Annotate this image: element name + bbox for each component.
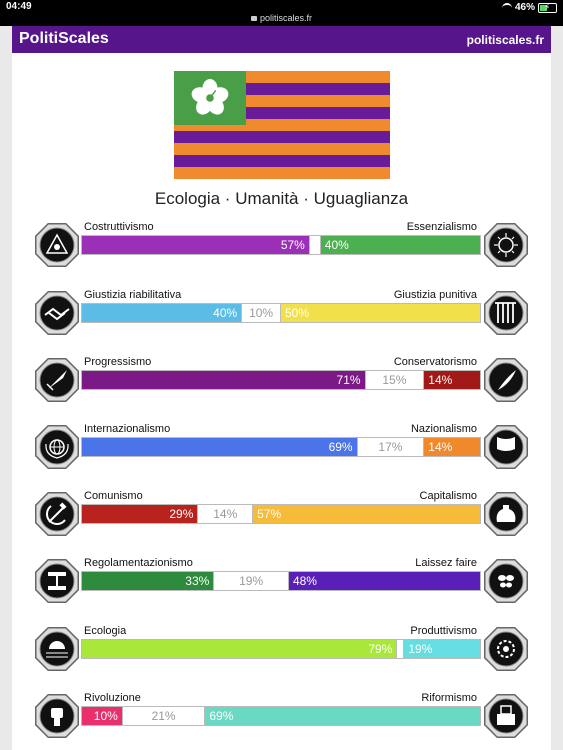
- axis-row: [33, 625, 530, 675]
- axis-left-label: Regolamentazionismo: [84, 557, 193, 569]
- axis-neutral-segment: 14%: [197, 505, 253, 523]
- axis-right-label: Capitalismo: [419, 490, 477, 502]
- factory-gear-icon: [482, 625, 530, 673]
- axis-neutral-segment: [309, 236, 321, 254]
- axis-left-segment: 71%: [82, 371, 365, 389]
- axis-left-segment: 33%: [82, 572, 213, 590]
- quill-icon: [482, 356, 530, 404]
- axis-neutral-segment: 10%: [241, 304, 281, 322]
- status-right: [502, 2, 557, 13]
- butterflies-icon: [482, 557, 530, 605]
- axis-right-segment: 14%: [424, 371, 480, 389]
- axis-row: [33, 356, 530, 406]
- axis-bar: [81, 235, 481, 255]
- prison-bars-icon: [482, 289, 530, 337]
- axis-left-segment: 69%: [82, 438, 357, 456]
- sunrise-field-icon: [33, 625, 81, 673]
- flag-stripe: [174, 155, 390, 167]
- axis-neutral-segment: 15%: [365, 371, 425, 389]
- axis-bar: [81, 571, 481, 591]
- axis-bar: [81, 370, 481, 390]
- slogan: Ecologia · Umanità · Uguaglianza: [154, 189, 409, 208]
- axis-right-segment: 14%: [424, 438, 480, 456]
- hammer-sickle-icon: [33, 490, 81, 538]
- axis-bar: [81, 437, 481, 457]
- axis-bar: [81, 639, 481, 659]
- axis-right-segment: 69%: [205, 707, 480, 725]
- axis-row: [33, 557, 530, 607]
- axis-left-segment: 79%: [82, 640, 396, 658]
- axis-right-segment: 48%: [289, 572, 480, 590]
- axis-left-segment: 10%: [82, 707, 122, 725]
- flag-stripe: [174, 131, 390, 143]
- axis-neutral-segment: 21%: [122, 707, 206, 725]
- axis-left-segment: 40%: [82, 304, 241, 322]
- battery-percent: 46%: [514, 2, 535, 13]
- hibiscus-flower-icon: [191, 79, 229, 117]
- globe-wreath-icon: [33, 423, 81, 471]
- axis-left-label: Costruttivismo: [84, 221, 154, 233]
- axis-row: [33, 423, 530, 473]
- axis-right-label: Laissez faire: [415, 557, 477, 569]
- axis-right-label: Nazionalismo: [410, 423, 477, 435]
- axis-right-label: Produttivismo: [410, 625, 477, 637]
- axis-left-label: Rivoluzione: [84, 692, 141, 704]
- status-time: 04:49: [6, 1, 32, 12]
- flag-stripe: [174, 143, 390, 155]
- address-bar[interactable]: [0, 13, 563, 23]
- axis-left-label: Ecologia: [84, 625, 127, 637]
- axis-right-segment: 57%: [253, 505, 480, 523]
- clamp-icon: [33, 557, 81, 605]
- axis-bar: [81, 504, 481, 524]
- address-url: politiscales.fr: [259, 13, 313, 23]
- axis-right-segment: 19%: [404, 640, 480, 658]
- axis-right-label: Essenzialismo: [406, 221, 477, 233]
- axis-right-segment: 50%: [281, 304, 480, 322]
- axis-row: [33, 221, 530, 271]
- eye-pyramid-icon: [33, 221, 81, 269]
- axis-neutral-segment: [396, 640, 404, 658]
- fist-icon: [33, 692, 81, 740]
- axis-left-label: Internazionalismo: [84, 423, 171, 435]
- axis-bar: [81, 706, 481, 726]
- axis-bar: [81, 303, 481, 323]
- site-link[interactable]: politiscales.fr: [466, 33, 544, 47]
- axis-left-label: Progressismo: [84, 356, 152, 368]
- axis-left-segment: 57%: [82, 236, 309, 254]
- axis-left-segment: 29%: [82, 505, 197, 523]
- result-flag: [174, 71, 390, 179]
- status-bar: [0, 0, 563, 26]
- flag-stripe: [174, 167, 390, 179]
- waving-flag-icon: [482, 423, 530, 471]
- axis-right-label: Riformismo: [421, 692, 477, 704]
- axis-left-label: Giustizia riabilitativa: [84, 289, 182, 301]
- axis-row: [33, 490, 530, 540]
- wifi-icon: [502, 3, 512, 12]
- rocket-icon: [33, 356, 81, 404]
- axis-right-label: Conservatorismo: [393, 356, 477, 368]
- flag-canton: [174, 71, 246, 125]
- axis-row: [33, 692, 530, 742]
- lock-icon: [251, 16, 257, 21]
- axis-neutral-segment: 17%: [357, 438, 425, 456]
- dna-sun-icon: [482, 221, 530, 269]
- brand-logo[interactable]: PolitiScales: [19, 30, 109, 47]
- money-bag-icon: [482, 490, 530, 538]
- axis-row: [33, 289, 530, 339]
- axis-neutral-segment: 19%: [213, 572, 289, 590]
- ballot-box-icon: [482, 692, 530, 740]
- site-header: [12, 26, 551, 53]
- handshake-icon: [33, 289, 81, 337]
- axis-right-segment: 40%: [321, 236, 480, 254]
- battery-icon: ⚡: [538, 3, 557, 13]
- axis-right-label: Giustizia punitiva: [393, 289, 477, 301]
- axis-left-label: Comunismo: [84, 490, 143, 502]
